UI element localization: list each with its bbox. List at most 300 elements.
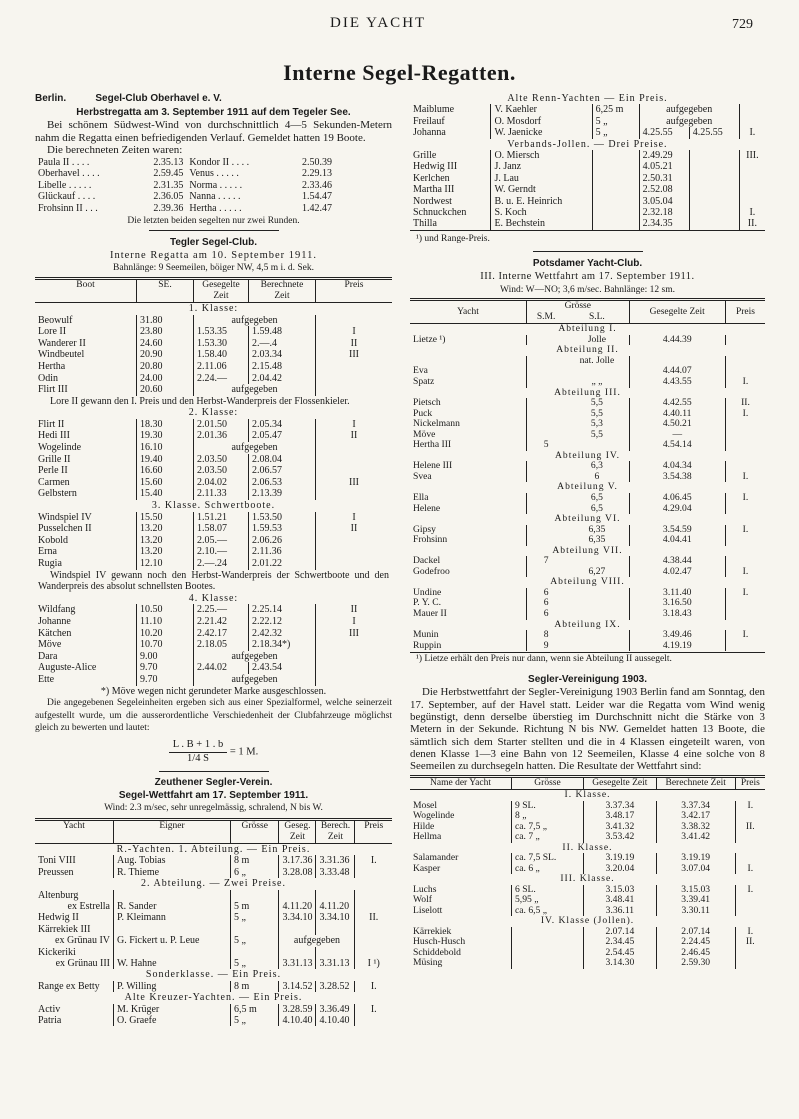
size: [592, 161, 639, 172]
yacht-name: Puck: [410, 409, 527, 420]
sailed-time: 2.11.06: [194, 361, 249, 373]
table-row: [35, 465, 392, 477]
boat-name: Möve: [35, 639, 137, 651]
prize: [725, 598, 765, 609]
sailed-time: 4.04.34: [629, 461, 725, 472]
prize: III.: [746, 150, 759, 162]
sailed-time: 3.16.50: [629, 598, 725, 609]
computed-time: [689, 173, 739, 184]
times-row: [35, 203, 335, 215]
size: 6,5 m: [231, 1004, 279, 1015]
prize: I.: [742, 470, 749, 482]
table-row: [410, 885, 765, 896]
sailed-time: 1.51.21: [194, 512, 249, 524]
main-title: Interne Segel-Regatten.: [283, 60, 516, 85]
prize: [355, 867, 392, 878]
prize: II.: [369, 912, 379, 924]
prize: [735, 895, 765, 906]
section-heading: [35, 843, 392, 855]
se-value: 24.60: [137, 338, 194, 350]
prize: III: [349, 349, 359, 361]
sailed-time: 3.19.19: [584, 853, 657, 864]
section-label: Abteilung I.: [558, 323, 617, 335]
class-heading: [410, 874, 765, 885]
computed-time: 3.39.41: [656, 895, 735, 906]
table-row: [35, 651, 392, 663]
computed-time: 2.06.53: [249, 477, 316, 489]
yacht-name: Kärrekiek III: [35, 924, 114, 935]
table-row: [410, 104, 765, 115]
table-row: [410, 937, 765, 948]
division-heading: [410, 620, 765, 631]
col-gesegelte: Gesegelte Zeit: [629, 300, 725, 324]
prize: II: [350, 604, 358, 616]
computed-time: 2.22.12: [249, 616, 316, 628]
prize: [316, 558, 393, 570]
tegler-club: Tegler Segel-Club.: [169, 237, 258, 249]
owner: W. Gerndt: [491, 184, 592, 195]
boat-name: Kobold: [35, 535, 137, 547]
boat-name: Norma . . . . .: [189, 179, 243, 191]
yacht-name: Mosel: [410, 801, 512, 812]
boat-name: Hertha . . . . .: [189, 202, 242, 214]
table-row: [410, 958, 765, 969]
computed-time: 4.11.20: [316, 901, 355, 912]
prize: [735, 958, 765, 969]
size: [512, 958, 584, 969]
sailed-time: 4.29.04: [629, 504, 725, 515]
potsdam-club: Potsdamer Yacht-Club.: [532, 258, 643, 270]
owner: R. Thieme: [114, 867, 231, 878]
size-sl: 6: [565, 472, 629, 483]
col-geseg: Geseg. Zeit: [279, 819, 316, 843]
computed-time: 2.25.14: [249, 604, 316, 616]
size: 5 m: [231, 901, 279, 912]
yacht-name: Eva: [410, 366, 527, 377]
section-heading: [410, 93, 765, 104]
zeuthen-footnote: ¹) und Range-Preis.: [416, 233, 490, 244]
col-eigner: Eigner: [114, 819, 231, 843]
yacht-name: Wogelinde: [410, 811, 512, 822]
table-row: [410, 493, 765, 504]
col-sm: S.M.: [536, 312, 556, 323]
sailed-time: 3.34.10: [279, 912, 316, 923]
prize: [316, 442, 393, 454]
prize: I: [352, 511, 356, 523]
zeuthen-wind: Wind: 2.3 m/sec, sehr unregelmässig, schralend, N bis W.: [104, 803, 323, 814]
boat-name: Auguste-Alice: [35, 662, 137, 674]
computed-time: 2.05.34: [249, 419, 316, 431]
size-sl: „ „: [565, 377, 629, 388]
table-row: [410, 630, 765, 641]
computed-time: 4.10.40: [316, 1015, 355, 1026]
sailed-time: 4.40.11: [629, 409, 725, 420]
sailed-time: 3.28.08: [279, 867, 316, 878]
berlin-text: Bei schönem Südwest-Wind von durchschnittlich 4—5 Sekunden-Metern nahm die Regatta einen befriedigenden Verlauf. Gemeldet hatten 19 Boote.: [35, 119, 392, 144]
note: Lore II gewann den I. Preis und den Herbst-Wanderpreis der Flossenkieler.: [50, 395, 350, 407]
yacht-name: ex Estrella: [35, 901, 114, 912]
yacht-name: Wolf: [410, 895, 512, 906]
table-row: [35, 604, 392, 616]
boat-name: Windbeutel: [35, 349, 137, 361]
size-sm: [527, 377, 566, 388]
computed-time: 3.41.42: [656, 832, 735, 843]
sailed-time: 4.54.14: [629, 440, 725, 451]
se-value: 19.40: [137, 454, 194, 466]
prize: [355, 901, 392, 912]
computed-time: 3.07.04: [656, 864, 735, 875]
se-value: 10.70: [137, 639, 194, 651]
yacht-name: Müsing: [410, 958, 512, 969]
sailed-time: [279, 890, 316, 901]
status: aufgegeben: [194, 315, 316, 327]
prize: I.: [742, 523, 749, 535]
size: [592, 196, 639, 207]
table-row: [35, 628, 392, 640]
table-row: [35, 639, 392, 651]
col-se: SE.: [137, 278, 194, 302]
size-sl: 5,5: [565, 409, 629, 420]
times-row: [35, 157, 335, 169]
col-groesse: Grösse: [231, 819, 279, 843]
boat-name: Libelle . . . . .: [38, 179, 92, 191]
sailed-time: 3.36.11: [584, 906, 657, 917]
section-label: III. Klasse.: [560, 873, 615, 885]
sailed-time: 2.21.42: [194, 616, 249, 628]
boat-name: Glückauf . . . .: [38, 191, 96, 203]
prize: [739, 196, 765, 207]
computed-time: 2.04.42: [249, 373, 316, 385]
boat-name: Erna: [35, 546, 137, 558]
size-sl: 6,3: [565, 461, 629, 472]
page-number: 729: [732, 17, 753, 32]
prize: [355, 924, 392, 935]
table-row: [410, 184, 765, 195]
boat-name: Dara: [35, 651, 137, 663]
col-gesegelt: Gesegelte Zeit: [584, 777, 657, 790]
size-sm: [527, 366, 566, 377]
section-label: Alte Renn-Yachten — Ein Preis.: [507, 93, 668, 104]
computed-time: 3.33.48: [316, 867, 355, 878]
se-value: 31.80: [137, 315, 194, 327]
prize: [355, 890, 392, 901]
size-sm: [527, 409, 566, 420]
computed-time: 2.24.45: [656, 937, 735, 948]
size-sl: [565, 609, 629, 620]
sailed-time: 2.44.02: [194, 662, 249, 674]
sailed-time: 2.01.50: [194, 419, 249, 431]
owner: P. Kleimann: [114, 912, 231, 923]
potsdam-line1: III. Interne Wettfahrt am 17. September 1911.: [480, 271, 695, 283]
size: [512, 937, 584, 948]
size: [231, 924, 279, 935]
yacht-name: ex Grünau IV: [35, 935, 114, 946]
se-value: 20.60: [137, 384, 194, 396]
yacht-name: Altenburg: [35, 890, 114, 901]
status: aufgegeben: [194, 674, 316, 686]
se-value: 12.10: [137, 558, 194, 570]
status: aufgegeben: [194, 651, 316, 663]
prize: III: [349, 476, 359, 488]
time-value: 2.39.36: [153, 202, 184, 214]
prize: [316, 315, 393, 327]
owner: G. Fickert u. P. Leue: [114, 935, 231, 946]
zeuthen-table: [35, 818, 392, 1027]
prize: II.: [747, 218, 757, 230]
section-label: Sonderklasse. — Ein Preis.: [145, 969, 282, 981]
size-sl: 5,3: [565, 419, 629, 430]
size-sl: 5,5: [565, 398, 629, 409]
computed-time: 2.01.22: [249, 558, 316, 570]
owner: B. u. E. Heinrich: [491, 196, 592, 207]
berlin-heading: [35, 93, 392, 106]
size: [592, 184, 639, 195]
sailed-time: 4.44.39: [629, 335, 725, 346]
yacht-name: Kärrekiek: [410, 927, 512, 938]
table-row: [410, 161, 765, 172]
owner: [114, 890, 231, 901]
se-value: 15.40: [137, 488, 194, 500]
yacht-name: Hellma: [410, 832, 512, 843]
time-value: 2.50.39: [302, 156, 332, 168]
section-label: 3. Klasse. Schwertboote.: [151, 500, 276, 512]
formula-denominator: 1/4 S: [187, 752, 209, 764]
prize: [316, 639, 393, 651]
prize: I.: [370, 1003, 377, 1015]
table-row: [410, 207, 765, 218]
class-heading: [35, 593, 392, 605]
size: [512, 927, 584, 938]
section-label: Verbands-Jollen. — Drei Preise.: [507, 138, 668, 150]
computed-time: [316, 924, 355, 935]
size-sl: 6,35: [565, 535, 629, 546]
se-value: 15.60: [137, 477, 194, 489]
yacht-name: Pietsch: [410, 398, 527, 409]
computed-time: 3.37.34: [656, 801, 735, 812]
table-row: [410, 150, 765, 161]
computed-time: 2.05.47: [249, 430, 316, 442]
table-row: [410, 609, 765, 620]
table-row: [410, 409, 765, 420]
status: aufgegeben: [279, 935, 355, 946]
division-heading: [410, 388, 765, 399]
section-label: R.-Yachten. 1. Abteilung. — Ein Preis.: [116, 843, 311, 855]
left-column: [35, 93, 392, 1026]
prize: II.: [745, 820, 755, 832]
sailed-time: 2.42.17: [194, 628, 249, 640]
table-row: [35, 546, 392, 558]
yacht-name: Martha III: [410, 184, 491, 195]
table-row: [35, 454, 392, 466]
table-row: [410, 116, 765, 127]
sailed-time: 2.—.24: [194, 558, 249, 570]
computed-time: 2.18.34*): [249, 639, 316, 651]
status: aufgegeben: [194, 442, 316, 454]
boat-name: Venus . . . . .: [189, 168, 239, 180]
col-berechnet: Berechnete Zeit: [656, 777, 735, 790]
size-sl: [565, 588, 629, 599]
col-berech: Berech. Zeit: [316, 819, 355, 843]
table-row: [35, 338, 392, 350]
regatta-subhead: Herbstregatta am 3. September 1911 auf dem Tegeler See.: [76, 106, 351, 118]
sailed-time: 3.18.43: [629, 609, 725, 620]
size: [231, 890, 279, 901]
owner: W. Jaenicke: [491, 127, 592, 138]
table-row: [410, 822, 765, 833]
col-yacht: Yacht: [410, 300, 527, 324]
computed-time: 3.38.32: [656, 822, 735, 833]
boat-name: Pusselchen II: [35, 523, 137, 535]
sailed-time: 3.48.17: [584, 811, 657, 822]
prize: [725, 609, 765, 620]
table-row: [35, 935, 392, 946]
table-row: [410, 895, 765, 906]
se-value: 10.50: [137, 604, 194, 616]
size: 6 „: [231, 867, 279, 878]
boat-name: Flirt III: [35, 384, 137, 396]
col-boot: Boot: [35, 278, 137, 302]
sailed-time: 4.06.45: [629, 493, 725, 504]
time-value: 2.29.13: [302, 168, 332, 180]
prize: [316, 465, 393, 477]
computed-time: 3.42.17: [656, 811, 735, 822]
yacht-name: P. Y. C.: [410, 598, 527, 609]
table-row: [410, 377, 765, 388]
vereinigung-club: Segler-Vereinigung 1903.: [528, 673, 647, 685]
prize: I.: [747, 883, 754, 895]
computed-time: 2.13.39: [249, 488, 316, 500]
se-value: 9.70: [137, 674, 194, 686]
section-label: Abteilung V.: [557, 481, 618, 493]
yacht-name: Activ: [35, 1004, 114, 1015]
se-value: 23.80: [137, 326, 194, 338]
prize: [739, 104, 765, 115]
size: ca. 7,5 „: [512, 822, 584, 833]
sailed-time: 2.49.29: [639, 150, 689, 161]
sailed-time: 2.34.35: [639, 218, 689, 230]
yacht-name: Helene III: [410, 461, 527, 472]
yacht-name: Nordwest: [410, 196, 491, 207]
prize: I.: [742, 492, 749, 503]
status: aufgegeben: [639, 116, 739, 127]
sailed-time: 2.54.45: [584, 948, 657, 959]
prize: [725, 504, 765, 515]
col-preis: Preis: [740, 778, 760, 789]
time-value: 2.36.05: [153, 191, 184, 203]
se-value: 24.00: [137, 373, 194, 385]
computed-time: 1.59.48: [249, 326, 316, 338]
size: 5 „: [231, 935, 279, 946]
boat-name: Paula II . . . .: [38, 156, 90, 168]
prize: I ¹): [367, 957, 380, 969]
time-value: 1.54.47: [302, 191, 332, 203]
prize: II: [350, 523, 358, 535]
owner: O. Graefe: [114, 1015, 231, 1026]
prize: [355, 947, 392, 958]
se-value: 13.20: [137, 546, 194, 558]
computed-time: [316, 890, 355, 901]
class-heading: [35, 500, 392, 512]
table-row: [410, 811, 765, 822]
section-label: Abteilung VI.: [554, 513, 621, 525]
boat-name: Wanderer II: [35, 338, 137, 350]
sailed-time: 2.05.—: [194, 535, 249, 547]
sailed-time: 2.52.08: [639, 184, 689, 195]
prize: [316, 384, 393, 396]
computed-time: 2.03.34: [249, 349, 316, 361]
sailed-time: 4.38.44: [629, 556, 725, 567]
sailed-time: 1.53.30: [194, 338, 249, 350]
table-row: [35, 535, 392, 547]
owner: [114, 924, 231, 935]
yacht-name: Hedwig III: [410, 161, 491, 172]
boat-name: Perle II: [35, 465, 137, 477]
times-note: Die letzten beiden segelten nur zwei Runden.: [127, 215, 300, 226]
yacht-name: Helene: [410, 504, 527, 515]
owner: O. Miersch: [491, 150, 592, 161]
prize: III: [349, 627, 359, 639]
sailed-time: 3.53.42: [584, 832, 657, 843]
right-column: [410, 93, 765, 969]
prize: I.: [747, 925, 754, 937]
sailed-time: 4.44.07: [629, 366, 725, 377]
yacht-name: Schnuckchen: [410, 207, 491, 218]
table-row: [410, 173, 765, 184]
table-row: [35, 558, 392, 570]
computed-time: 2.15.48: [249, 361, 316, 373]
section-heading: [35, 992, 392, 1003]
table-row: [35, 442, 392, 454]
size: 6 SL.: [512, 885, 584, 896]
table-row: [35, 488, 392, 500]
divider: [533, 251, 643, 252]
sailed-time: 4.50.21: [629, 419, 725, 430]
yacht-name: Svea: [410, 472, 527, 483]
times-row: [35, 180, 335, 192]
prize: [316, 651, 393, 663]
prize: [316, 662, 393, 674]
table-row: [35, 1015, 392, 1026]
tegler-line1: Interne Regatta am 10. September 1911.: [109, 249, 317, 261]
potsdam-footnote: ¹) Lietze erhält den Preis nur dann, wenn sie Abteilung II aussegelt.: [410, 652, 765, 666]
owner: Aug. Tobias: [114, 855, 231, 866]
yacht-name: Gipsy: [410, 525, 527, 536]
tegler-para: Die angegebenen Segeleinheiten ergeben sich aus einer Spezialformel, welche seinerzeit aufgestellt wurde, um die ausserordentliche Verschiedenheit der Clubfahrzeuge möglichst gleich zu bewerten und lautet:: [35, 698, 392, 734]
size: 5 „: [231, 958, 279, 969]
col-sl: S.L.: [565, 312, 629, 324]
computed-time: [316, 947, 355, 958]
owner: [114, 947, 231, 958]
sailed-time: 2.25.—: [194, 604, 249, 616]
sailed-time: 2.03.50: [194, 465, 249, 477]
prize: II: [350, 337, 358, 349]
boat-name: Grille II: [35, 454, 137, 466]
times-row: [35, 168, 335, 180]
table-row: [410, 430, 765, 441]
col-yacht: Yacht: [35, 819, 114, 843]
size: [512, 948, 584, 959]
sailed-time: 2.07.14: [584, 927, 657, 938]
sailed-time: 4.05.21: [639, 161, 689, 172]
se-value: 10.20: [137, 628, 194, 640]
table-row: [35, 512, 392, 524]
computed-time: [689, 161, 739, 172]
sailed-time: 3.37.34: [584, 801, 657, 812]
table-row: [35, 890, 392, 901]
tegler-line2: Bahnlänge: 9 Seemeilen, böiger NW, 4,5 m i. d. Sek.: [113, 263, 314, 274]
section-label: IV. Klasse (Jollen).: [540, 915, 635, 927]
time-value: 1.42.47: [302, 202, 332, 214]
